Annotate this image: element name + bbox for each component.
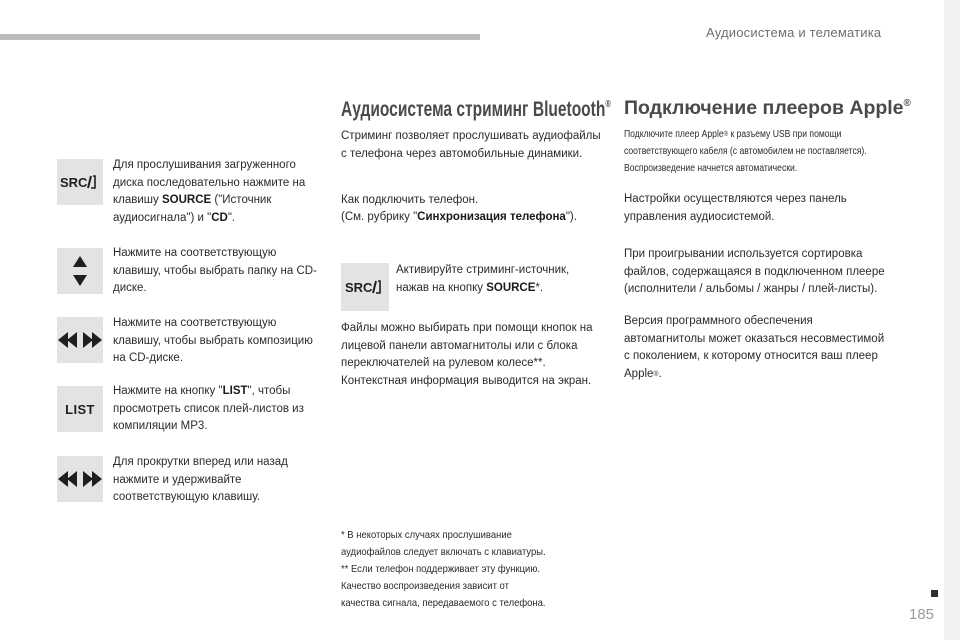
page-marker-square (931, 590, 938, 597)
section-title: Аудиосистема и телематика (706, 25, 882, 40)
list-instruction (113, 383, 318, 436)
footnote-line: ** Если телефон поддерживает эту функцию. (341, 563, 541, 575)
scroll-instruction: Для прокрутки вперед или назад нажмите и удерживайте соответствующую клавишу. (113, 456, 288, 503)
cd-source-text-2: ("Источник аудиосигнала") и " (113, 194, 272, 224)
apple-settings-info: Настройки осуществляются через панель управления аудиосистемой. (624, 193, 847, 223)
bluetooth-intro: Стриминг позволяет прослушивать аудиофайлы с телефона через автомобильные динамики. (341, 130, 601, 160)
see-text-2: "). (565, 211, 577, 223)
apple-heading-text: Подключение плееров Apple (624, 97, 904, 119)
version-text: Версия программного обеспечения автомагнитолы может оказаться несовместимой с поколением, к которому относится ваш плеер Apple (624, 315, 885, 380)
apple-intro-line-2: соответствующего кабеля (с автомобилем не поставляется). (624, 146, 867, 157)
list-button-icon (57, 386, 103, 432)
bluetooth-files-info: Файлы можно выбирать при помощи кнопок на лицевой панели автомагнитолы или с блока переключателей на рулевом колесе**. Контекстная информация выводится на экран. (341, 322, 593, 387)
cd-keyword: CD (211, 211, 228, 224)
page-edge-tab (944, 0, 960, 640)
list-text-2: ", чтобы просмотреть список плей-листов из компиляции MP3. (113, 385, 304, 432)
apple-intro-mark: ® (723, 131, 729, 138)
header-rule (0, 34, 480, 40)
footnote-line: * В некоторых случаях прослушивание (341, 529, 512, 541)
up-down-arrows-icon (57, 248, 103, 294)
bluetooth-heading-mark: ® (605, 99, 611, 110)
page-number: 185 (909, 606, 935, 623)
src-icon-label: SRC (345, 280, 373, 295)
apple-heading-mark: ® (903, 98, 911, 109)
see-text-1: (См. рубрику " (341, 211, 418, 223)
bluetooth-see-reference (341, 209, 611, 227)
cd-source-text-3: ". (227, 211, 236, 224)
footnote-line: аудиофайлов следует включать с клавиатуры. (341, 546, 546, 558)
bluetooth-heading (341, 98, 611, 122)
apple-intro-line-3: Воспроизведение начнется автоматически. (624, 163, 798, 174)
bluetooth-heading-text: Аудиосистема стриминг Bluetooth (341, 98, 606, 121)
folder-select-instruction: Нажмите на соответствующую клавишу, чтобы выбрать папку на CD-диске. (113, 247, 317, 294)
src-icon-label: SRC (60, 175, 88, 190)
src-phone-button-icon (57, 159, 103, 205)
apple-sorting-info: При проигрывании используется сортировка файлов, содержащаяся в подключенном плеере (исполнители / альбомы / жанры / плей-листы). (624, 248, 885, 295)
version-mark: ® (653, 370, 659, 378)
footnote-line: качества сигнала, передаваемого с телефона. (341, 597, 546, 609)
apple-intro-part: Подключите плеер Apple (624, 129, 724, 140)
activate-text-2: *. (535, 281, 544, 294)
version-end: . (658, 367, 662, 380)
phone-sync-keyword: Синхронизация телефона (417, 211, 566, 223)
apple-heading (624, 97, 911, 120)
source-keyword: SOURCE (161, 194, 212, 206)
list-text-1: Нажмите на кнопку " (113, 385, 223, 397)
apple-version-info (624, 313, 886, 383)
cd-source-text-1: Для прослушивания загруженного диска последовательно нажмите на клавишу (113, 159, 306, 206)
apple-intro-line-1 (624, 126, 908, 143)
activate-text-1: Активируйте стриминг-источник, нажав на кнопку (396, 264, 570, 294)
source-keyword: SOURCE (486, 281, 536, 294)
bluetooth-connect-line: Как подключить телефон. (341, 194, 479, 206)
cd-source-instruction (113, 157, 318, 227)
list-keyword: LIST (222, 385, 248, 397)
fast-rewind-forward-icon (57, 456, 103, 502)
bluetooth-activate-instruction (396, 262, 601, 297)
apple-intro (624, 126, 908, 177)
list-icon-label: LIST (65, 401, 95, 417)
previous-next-track-icon (57, 317, 103, 363)
apple-intro-part: к разъему USB при помощи (728, 129, 842, 140)
track-select-instruction: Нажмите на соответствующую клавишу, чтобы выбрать композицию на CD-диске. (113, 317, 313, 364)
src-phone-button-icon (341, 263, 389, 311)
footnote-line: Качество воспроизведения зависит от (341, 580, 509, 592)
